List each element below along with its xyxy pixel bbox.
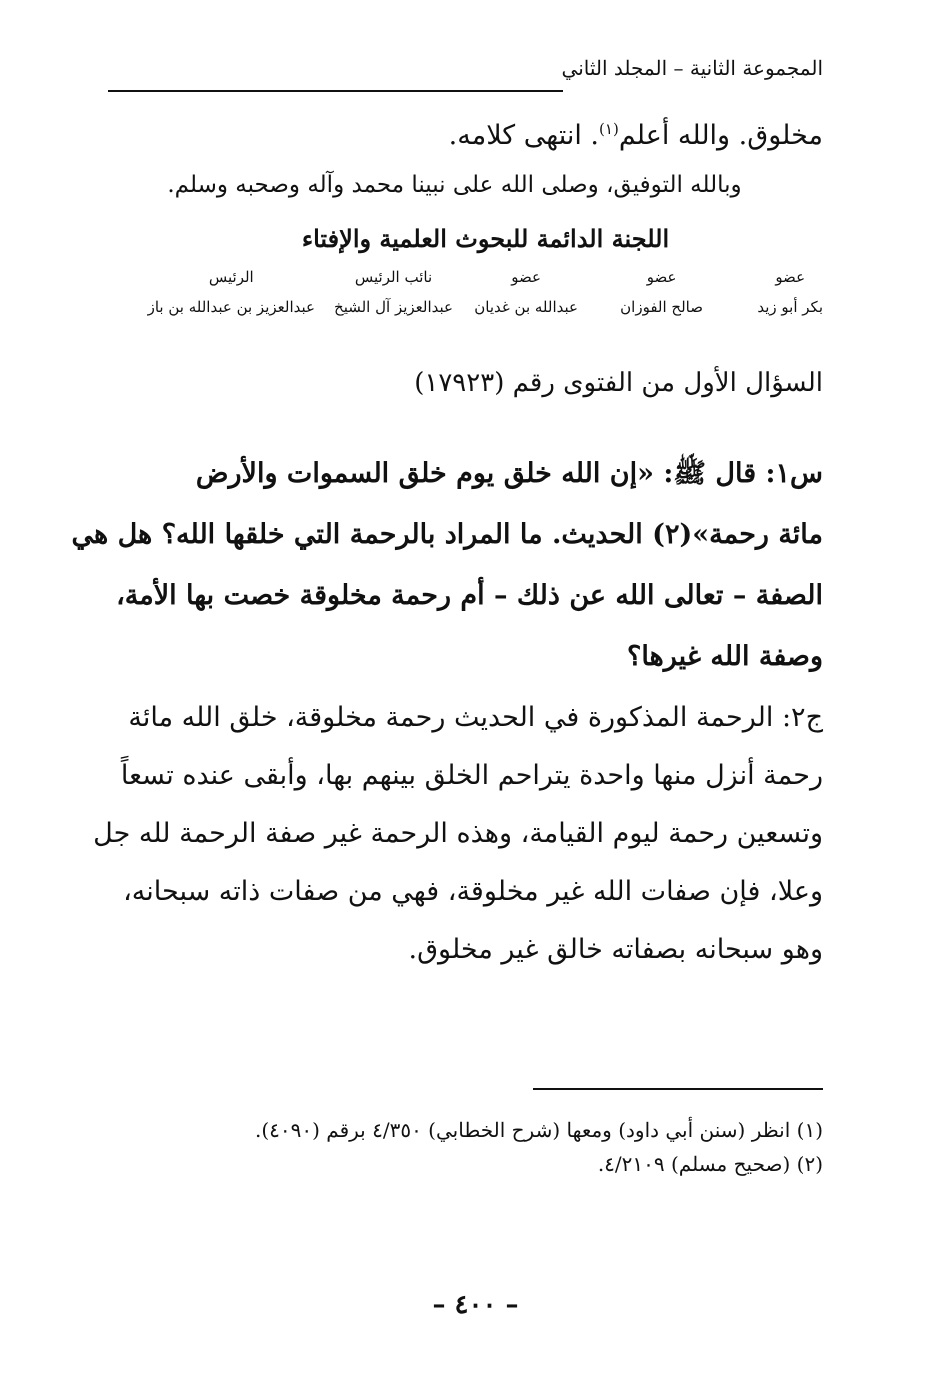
question-line: س١: قال ﷺ: «إن الله خلق يوم خلق السموات والأرض <box>195 458 823 489</box>
member-4 <box>334 268 453 316</box>
fatwa-title: السؤال الأول من الفتوى رقم (١٧٩٢٣) <box>414 368 823 398</box>
member-name: عبدالله بن غديان <box>474 298 578 316</box>
question-block <box>71 448 823 692</box>
footnotes <box>108 1118 823 1186</box>
member-5 <box>148 268 315 316</box>
member-name: عبدالعزيز بن عبدالله بن باز <box>147 298 315 316</box>
question-line: مائة رحمة»(٢) الحديث. ما المراد بالرحمة التي خلقها الله؟ هل هي <box>71 519 823 550</box>
footnote-1: (١) انظر (سنن أبي داود) ومعها (شرح الخطابي) ٤/٣٥٠ برقم (٤٠٩٠). <box>254 1118 823 1142</box>
previous-answer-text: مخلوق. والله أعلم <box>618 120 823 151</box>
member-name: بكر أبو زيد <box>757 298 823 316</box>
footnote-2: (٢) (صحيح مسلم) ٤/٢١٠٩. <box>597 1152 823 1176</box>
question-line: الصفة – تعالى الله عن ذلك – أم رحمة مخلوقة خصت بها الأمة، <box>116 580 823 611</box>
running-header <box>108 56 823 96</box>
closing-prayer: وبالله التوفيق، وصلى الله على نبينا محمد وآله وصحبه وسلم. <box>167 172 742 198</box>
member-name: عبدالعزيز آل الشيخ <box>334 298 453 316</box>
member-role: عضو <box>511 268 541 286</box>
answer-block <box>93 692 823 982</box>
answer-line: رحمة أنزل منها واحدة يتراحم الخلق بينهم بها، وأبقى عنده تسعاً <box>120 760 823 791</box>
member-2 <box>620 268 703 316</box>
member-role: نائب الرئيس <box>354 268 433 286</box>
committee-title: اللجنة الدائمة للبحوث العلمية والإفتاء <box>301 224 670 253</box>
page-number: – ٤٠٠ – <box>432 1290 519 1320</box>
question-line: وصفة الله غيرها؟ <box>626 641 823 672</box>
answer-line: وتسعين رحمة ليوم القيامة، وهذه الرحمة غير صفة الرحمة لله جل <box>93 818 823 849</box>
member-name: صالح الفوزان <box>620 298 703 316</box>
footnote-rule <box>533 1088 823 1090</box>
member-role: عضو <box>646 268 677 286</box>
member-role: عضو <box>775 268 806 286</box>
running-title: المجموعة الثانية – المجلد الثاني <box>561 56 823 80</box>
answer-line: ج٢: الرحمة المذكورة في الحديث رحمة مخلوقة، خلق الله مائة <box>128 702 823 733</box>
previous-answer-ending <box>108 120 823 151</box>
answer-line: وعلا، فإن صفات الله غير مخلوقة، فهي من صفات ذاته سبحانه، <box>123 876 823 907</box>
member-role: الرئيس <box>208 268 254 286</box>
member-3 <box>474 268 578 316</box>
committee-members <box>112 268 823 338</box>
footnote-marker-1: (١) <box>599 120 619 138</box>
member-1 <box>757 268 823 316</box>
header-rule <box>108 90 563 92</box>
answer-line: وهو سبحانه بصفاته خالق غير مخلوق. <box>408 934 823 965</box>
previous-answer-tail: . انتهى كلامه. <box>448 120 600 151</box>
